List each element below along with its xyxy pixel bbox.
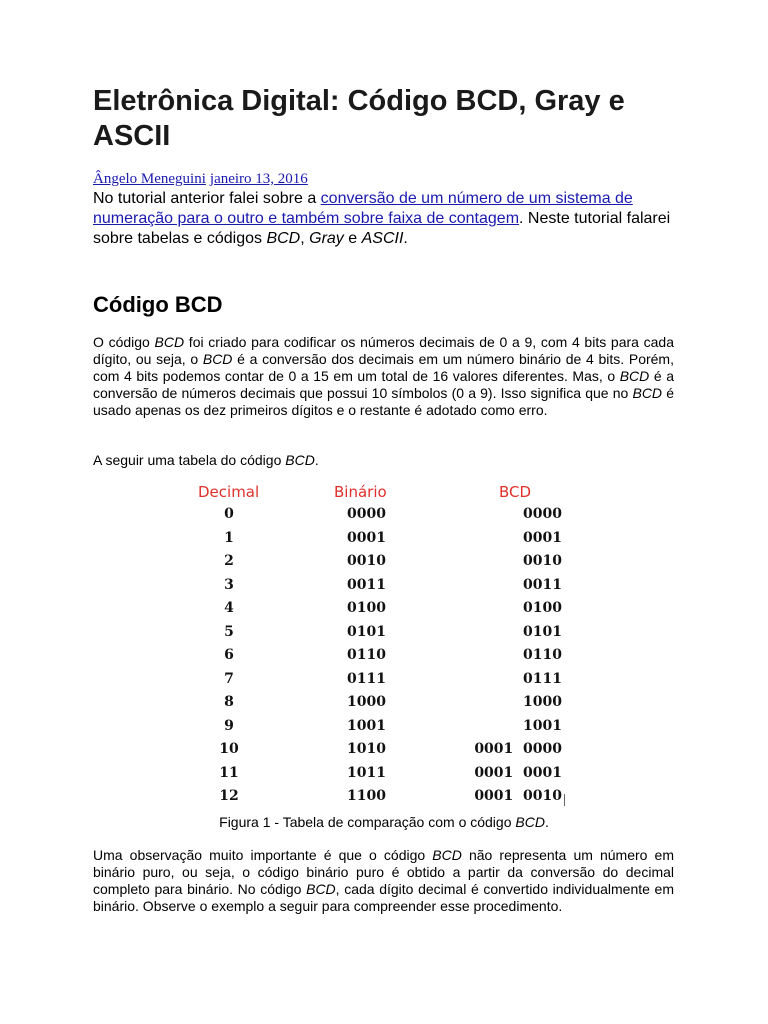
paragraph-text: não representa um número em binário puro, ou seja, o código binário puro é obtido a partir da conversão do decimal completo para binário. No código — [93, 847, 675, 897]
cell-decimal: 7 — [224, 670, 234, 687]
paragraph-text: é usado apenas os dez primeiros dígitos e o restante é adotado como erro. — [93, 385, 674, 418]
cell-binary: 0011 — [347, 576, 386, 593]
paragraph-text: é a conversão dos decimais em um número binário de 4 bits. Porém, com 4 bits podemos contar de 0 a 15 em um total de 16 valores diferentes. Mas, o — [93, 351, 674, 384]
section-heading: Código BCD — [93, 292, 223, 317]
header-binary: Binário — [334, 483, 387, 501]
term-gray: Gray — [309, 230, 344, 247]
cell-bcd: 1000 — [523, 694, 562, 710]
cell-binary: 0010 — [347, 553, 386, 569]
cell-bcd: 0001 0000 — [474, 741, 562, 757]
table-row — [188, 741, 578, 764]
table-row — [188, 671, 578, 694]
cell-bcd: 0111 — [523, 670, 562, 687]
cell-bcd: 0011 — [523, 576, 562, 593]
intro-text: No tutorial anterior falei sobre a — [93, 190, 321, 207]
term-bcd: BCD — [515, 814, 545, 830]
cell-decimal: 2 — [224, 553, 234, 569]
caption-text: Figura 1 - Tabela de comparação com o código — [219, 814, 516, 830]
observation-paragraph — [93, 847, 674, 915]
cell-decimal: 1 — [224, 529, 234, 546]
cell-decimal: 12 — [219, 788, 239, 804]
cell-decimal: 9 — [224, 717, 234, 734]
cell-bcd: 0110 — [523, 647, 562, 663]
term-bcd: BCD — [619, 368, 650, 384]
term-bcd: BCD — [202, 351, 233, 367]
term-bcd: BCD — [266, 230, 301, 247]
table-row — [188, 506, 578, 529]
cell-binary: 1100 — [347, 788, 386, 804]
paragraph-text: . — [314, 452, 319, 468]
term-bcd: BCD — [154, 334, 185, 350]
post-date[interactable]: janeiro 13, 2016 — [209, 171, 308, 187]
table-row — [188, 577, 578, 600]
table-row — [188, 624, 578, 647]
paragraph-text: , cada dígito decimal é convertido individualmente em binário. Observe o exemplo a seguir para compreender esse procedimento. — [93, 881, 675, 914]
cell-bcd: 0100 — [523, 600, 562, 616]
cell-binary: 0111 — [347, 670, 386, 687]
bcd-description-paragraph — [93, 334, 674, 419]
cell-binary: 1001 — [347, 717, 386, 734]
term-bcd: BCD — [285, 452, 315, 468]
paragraph-text: é a conversão de números decimais que possui 10 símbolos (0 a 9). Isso significa que no — [93, 368, 674, 401]
paragraph-text: foi criado para codificar os números decimais de 0 a 9, com 4 bits para cada dígito, ou seja, o — [93, 334, 674, 367]
table-row — [188, 600, 578, 623]
figure-caption — [0, 814, 768, 830]
paragraph-text: O código — [93, 334, 155, 350]
cell-decimal: 4 — [224, 600, 234, 616]
cell-binary: 0001 — [347, 529, 386, 546]
cell-binary: 1011 — [347, 764, 386, 781]
cell-binary: 0100 — [347, 600, 386, 616]
header-decimal: Decimal — [198, 483, 260, 501]
intro-text: e — [343, 230, 362, 247]
cell-decimal: 3 — [224, 576, 234, 593]
cell-decimal: 6 — [224, 647, 234, 663]
cell-bcd: 0000 — [523, 506, 562, 522]
paragraph-text: A seguir uma tabela do código — [93, 452, 286, 468]
intro-text: . — [403, 230, 408, 247]
term-bcd: BCD — [306, 881, 336, 897]
cell-bcd: 0101 — [523, 623, 562, 640]
cell-binary: 0110 — [347, 647, 386, 663]
intro-text: . Neste tutorial falarei sobre tabelas e códigos — [93, 210, 671, 247]
cell-decimal: 8 — [224, 694, 234, 710]
cell-bcd: 0001 — [523, 529, 562, 546]
table-row — [188, 694, 578, 717]
previous-tutorial-link[interactable]: conversão de um número de um sistema de numeração para o outro e também sobre faixa de contagem — [93, 190, 633, 227]
bcd-comparison-table — [188, 480, 578, 810]
term-bcd: BCD — [432, 847, 462, 863]
byline[interactable] — [93, 171, 312, 188]
table-row — [188, 647, 578, 670]
author-link[interactable]: Ângelo Meneguini — [93, 171, 206, 187]
cell-bcd: 1001 — [523, 717, 562, 734]
cell-binary: 0000 — [347, 506, 386, 522]
cell-decimal: 5 — [224, 623, 234, 640]
cell-bcd: 0010 — [523, 553, 562, 569]
cell-bcd: 0001 0001 — [474, 764, 562, 781]
cell-decimal: 10 — [219, 741, 239, 757]
table-row — [188, 765, 578, 788]
table-row — [188, 718, 578, 741]
header-bcd: BCD — [499, 483, 532, 501]
cell-decimal: 0 — [224, 506, 234, 522]
intro-paragraph — [93, 189, 683, 249]
cell-binary: 0101 — [347, 623, 386, 640]
paragraph-text: Uma observação muito importante é que o código — [93, 847, 433, 863]
table-row — [188, 530, 578, 553]
cell-decimal: 11 — [219, 764, 239, 781]
term-bcd: BCD — [632, 385, 663, 401]
table-intro-paragraph — [93, 452, 674, 469]
cell-binary: 1000 — [347, 694, 386, 710]
intro-text: , — [300, 230, 310, 247]
term-ascii: ASCII — [361, 230, 404, 247]
cell-binary: 1010 — [347, 741, 386, 757]
table-row — [188, 788, 578, 811]
cell-bcd: 0001 0010 — [474, 788, 562, 804]
table-row — [188, 553, 578, 576]
page-title: Eletrônica Digital: Código BCD, Gray e ASCII — [93, 85, 625, 152]
caption-text: . — [544, 814, 549, 830]
